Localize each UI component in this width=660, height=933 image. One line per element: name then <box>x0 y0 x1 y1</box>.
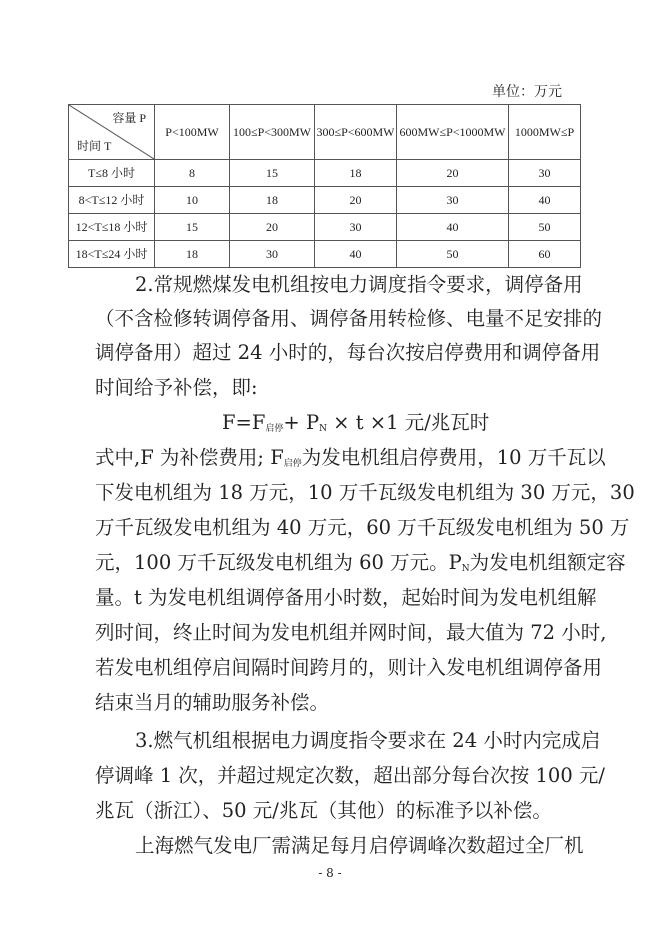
text-line: （不含检修转调停备用、调停备用转检修、电量不足安排的 <box>95 307 603 330</box>
table-cell: 40 <box>509 187 581 214</box>
corner-header-cell <box>69 105 155 160</box>
table-row <box>69 160 581 187</box>
row-label: 8<T≤12 小时 <box>69 187 155 214</box>
formula: $F=F_{启停}+ P_N \times t \times 1$ 元/兆瓦时 <box>222 411 490 434</box>
table-cell: 18 <box>315 160 397 187</box>
capacity-label: 容量 P <box>112 111 146 125</box>
text-line: 3.燃气机组根据电力调度指令要求在 24 小时内完成启 <box>135 729 601 752</box>
table-cell: 20 <box>315 187 397 214</box>
text-line: 列时间，终止时间为发电机组并网时间，最大值为 72 小时, <box>95 621 607 644</box>
table-cell: 30 <box>315 214 397 241</box>
text-line: 下发电机组为 18 万元，10 万千瓦级发电机组为 30 万元，30 <box>95 481 635 504</box>
text-line: 停调峰 1 次，并超过规定次数，超出部分每台次按 100 元/ <box>95 764 605 787</box>
table-cell: 18 <box>155 241 230 268</box>
text-line: 兆瓦（浙江）、50 元/兆瓦（其他）的标准予以补偿。 <box>95 799 552 822</box>
table-cell: 50 <box>509 214 581 241</box>
table-cell: 20 <box>230 214 315 241</box>
table-cell: 30 <box>397 187 509 214</box>
table-cell: 40 <box>315 241 397 268</box>
table-cell: 15 <box>230 160 315 187</box>
text-line: 若发电机组停启间隔时间跨月的，则计入发电机组调停备用 <box>95 656 603 679</box>
text-line: 2.常规燃煤发电机组按电力调度指令要求，调停备用 <box>135 273 583 296</box>
table-row <box>69 241 581 268</box>
table-header-row <box>69 105 581 160</box>
row-label: T≤8 小时 <box>69 160 155 187</box>
row-label: 18<T≤24 小时 <box>69 241 155 268</box>
column-header: 600MW≤P<1000MW <box>397 105 509 160</box>
column-header: 100≤P<300MW <box>230 105 315 160</box>
table-cell: 18 <box>230 187 315 214</box>
column-header: 1000MW≤P <box>509 105 581 160</box>
text-line: 调停备用）超过 24 小时的，每台次按启停费用和调停备用 <box>95 341 601 364</box>
text-line: 上海燃气发电厂需满足每月启停调峰次数超过全厂机 <box>135 834 584 857</box>
page-number: - 8 - <box>318 866 342 880</box>
table-cell: 60 <box>509 241 581 268</box>
text-line: 元，100 万千瓦级发电机组为 60 万元。$P_N$为发电机组额定容 <box>95 551 626 574</box>
table-cell: 40 <box>397 214 509 241</box>
table-cell: 15 <box>155 214 230 241</box>
table-cell: 30 <box>509 160 581 187</box>
text-line: 结束当月的辅助服务补偿。 <box>95 691 330 714</box>
text-line: 万千瓦级发电机组为 40 万元，60 万千瓦级发电机组为 50 万 <box>95 516 630 539</box>
text-line: 量。t 为发电机组调停备用小时数，起始时间为发电机组解 <box>95 586 597 609</box>
compensation-table <box>68 104 581 268</box>
row-label: 12<T≤18 小时 <box>69 214 155 241</box>
table-cell: 50 <box>397 241 509 268</box>
table-cell: 20 <box>397 160 509 187</box>
time-label: 时间 T <box>77 139 112 153</box>
unit-label: 单位：万元 <box>492 84 562 100</box>
table-row <box>69 214 581 241</box>
text-line: 式中,F 为补偿费用; $F_{启停}$为发电机组启停费用，10 万千瓦以 <box>95 446 606 469</box>
column-header: P<100MW <box>155 105 230 160</box>
table-cell: 10 <box>155 187 230 214</box>
column-header: 300≤P<600MW <box>315 105 397 160</box>
table-cell: 8 <box>155 160 230 187</box>
text-line: 时间给予补偿，即: <box>95 376 258 399</box>
table-row <box>69 187 581 214</box>
table-cell: 30 <box>230 241 315 268</box>
